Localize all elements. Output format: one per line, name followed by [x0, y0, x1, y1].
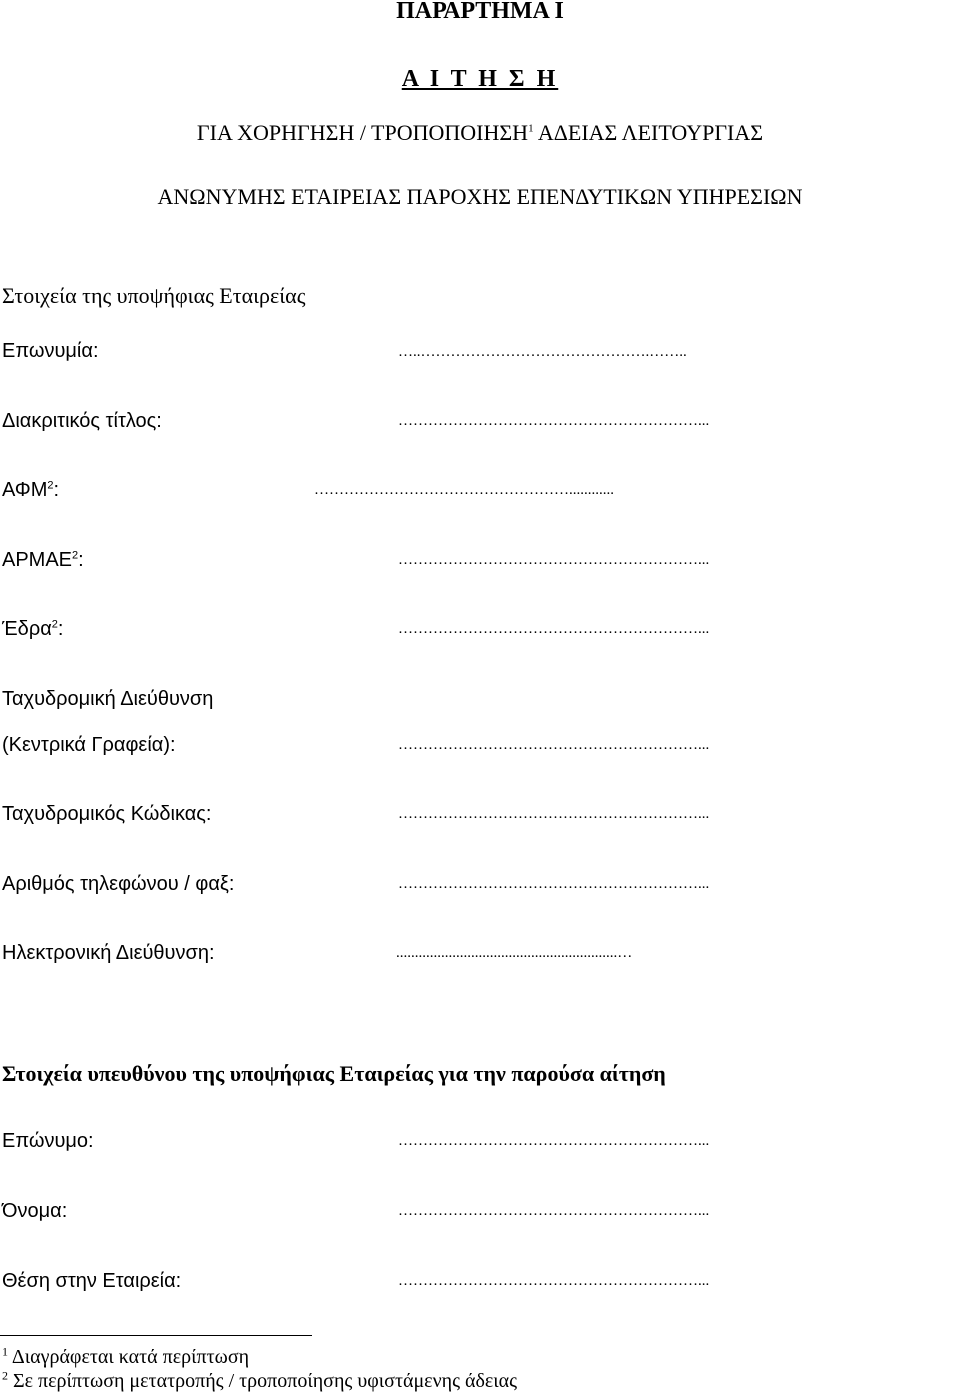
postal-code-label: Ταχυδρομικός Κώδικας:: [2, 803, 212, 825]
headquarters-label: (Κεντρικά Γραφεία):: [2, 734, 176, 756]
surname-label: Επώνυμο:: [2, 1130, 94, 1152]
company-name-field[interactable]: …..……………………………………….……..: [398, 344, 687, 360]
footnote-divider: [0, 1335, 312, 1336]
purpose-text: ΓΙΑ ΧΟΡΗΓΗΣΗ / ΤΡΟΠΟΠΟΙΗΣΗ: [196, 120, 529, 145]
email-label: Ηλεκτρονική Διεύθυνση:: [2, 942, 215, 964]
footnote-1-text: Διαγράφεται κατά περίπτωση: [11, 1346, 250, 1368]
purpose-footnote-ref: 1: [528, 122, 534, 135]
armae-footnote-ref: 2: [72, 549, 79, 562]
postal-code-field[interactable]: ……………………………………………………...: [398, 806, 710, 822]
seat-field[interactable]: ……………………………………………………...: [398, 621, 710, 637]
first-name-field[interactable]: ……………………………………………………...: [398, 1203, 710, 1219]
company-type-title: ΑΝΩΝΥΜΗΣ ΕΤΑΙΡΕΙΑΣ ΠΑΡΟΧΗΣ ΕΠΕΝΔΥΤΙΚΩΝ ΥΠΗΡΕΣΙΩΝ: [157, 184, 803, 209]
afm-field[interactable]: ……………………………………………............: [314, 482, 614, 498]
armae-label: ΑΡΜΑΕ$^2$:: [2, 549, 84, 571]
distinctive-title-field[interactable]: ……………………………………………………...: [398, 413, 710, 429]
footnote-2: [2, 1370, 517, 1393]
application-title: Α Ι Τ Η Σ Η: [401, 66, 559, 92]
armae-field[interactable]: ……………………………………………………...: [398, 552, 710, 568]
footnote-2-text: Σε περίπτωση μετατροπής / τροποποίησης υφιστάμενης άδειας: [13, 1370, 518, 1392]
surname-field[interactable]: ……………………………………………………...: [398, 1133, 710, 1149]
phone-fax-label: Αριθμός τηλεφώνου / φαξ:: [2, 873, 235, 895]
seat-label: Έδρα$^2$:: [2, 618, 64, 640]
afm-footnote-ref: 2: [47, 479, 54, 492]
company-name-label: Επωνυμία:: [2, 340, 99, 362]
email-field[interactable]: ...........................................................…: [396, 945, 633, 961]
company-section-title: Στοιχεία της υποψήφιας Εταιρείας: [2, 283, 306, 308]
position-field[interactable]: ……………………………………………………...: [398, 1273, 710, 1289]
position-label: Θέση στην Εταιρεία:: [2, 1270, 182, 1292]
footnote-1: [2, 1346, 249, 1369]
responsible-section-title: Στοιχεία υπευθύνου της υποψήφιας Εταιρείας για την παρούσα αίτηση: [2, 1061, 666, 1086]
seat-footnote-ref: 2: [51, 618, 58, 631]
distinctive-title-label: Διακριτικός τίτλος:: [2, 410, 162, 432]
purpose-line: [0, 120, 960, 146]
footnote-1-number: 1: [2, 1344, 8, 1359]
annex-title: ΠΑΡΑΡΤΗΜΑ Ι: [396, 0, 564, 24]
afm-label: ΑΦΜ$^2$:: [2, 479, 60, 501]
purpose-tail: ΑΔΕΙΑΣ ΛΕΙΤΟΥΡΓΙΑΣ: [533, 120, 764, 145]
postal-address-field[interactable]: ……………………………………………………...: [398, 737, 710, 753]
phone-fax-field[interactable]: ……………………………………………………...: [398, 876, 710, 892]
first-name-label: Όνομα:: [2, 1200, 68, 1222]
footnote-2-number: 2: [2, 1368, 8, 1383]
postal-address-label: Ταχυδρομική Διεύθυνση: [2, 688, 214, 710]
